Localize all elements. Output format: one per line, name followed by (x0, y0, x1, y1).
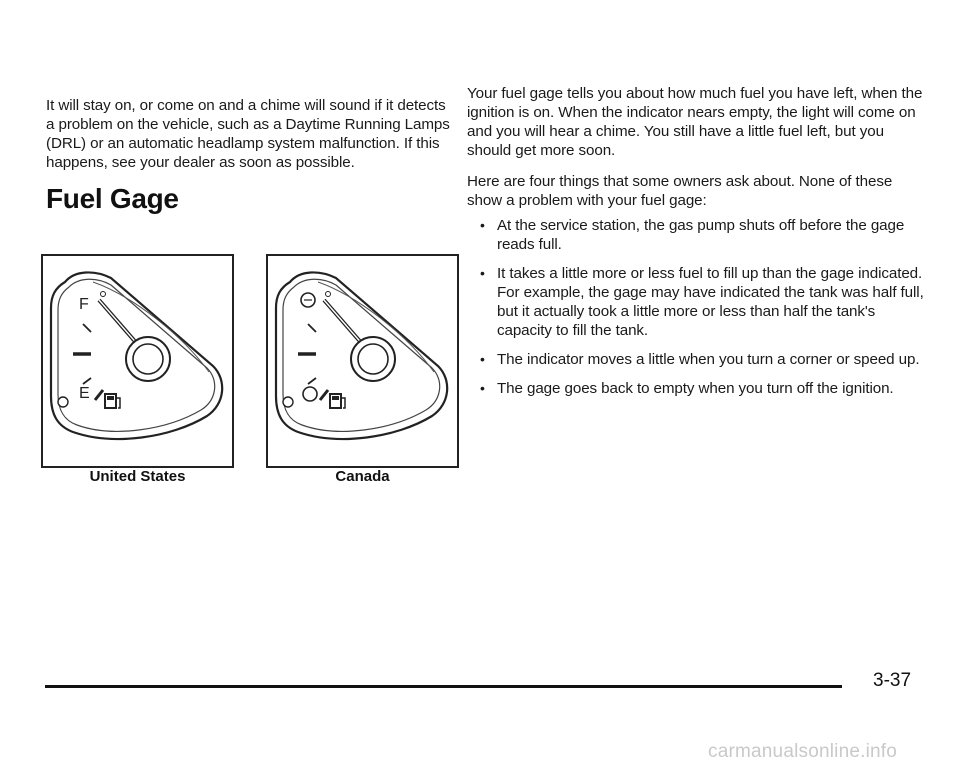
fuel-gauge-us-illustration (43, 256, 232, 466)
fuel-gauge-canada-illustration (268, 256, 457, 466)
caption-united-states: United States (89, 468, 186, 485)
intro-paragraph: It will stay on, or come on and a chime will sound if it detects a problem on the vehicle, such as a Daytime Running Lamps (DRL) or an automatic headlamp system malfunction. If this happens, see your dealer as soon as possible. (46, 97, 450, 171)
page-number: 3-37 (873, 670, 912, 691)
watermark: carmanualsonline.info (708, 741, 898, 762)
bullet-icon: • (480, 217, 485, 233)
gauge-figure-canada (266, 254, 459, 468)
gauge-figure-us (41, 254, 234, 468)
bullet-list (467, 216, 929, 398)
right-column (467, 84, 929, 408)
list-item: • It takes a little more or less fuel to fill up than the gage indicated. For example, the gage may have indicated the tank was half full, but it actually took a little more or less than half the tank's capacity to fill the tank. (480, 265, 924, 339)
section-heading: Fuel Gage (46, 183, 179, 214)
caption-canada: Canada (335, 468, 390, 485)
fuel-gage-description: Your fuel gage tells you about how much fuel you have left, when the ignition is on. When the indicator nears empty, the light will come on and you will hear a chime. You still have a little fuel left, but you should get more soon. (467, 85, 923, 159)
bullet-icon: • (480, 380, 485, 396)
list-item: • The gage goes back to empty when you turn off the ignition. (480, 380, 894, 397)
bullet-icon: • (480, 351, 485, 367)
left-column (46, 96, 456, 216)
list-item: • The indicator moves a little when you turn a corner or speed up. (480, 351, 920, 368)
bullet-icon: • (480, 265, 485, 281)
list-item: • At the service station, the gas pump shuts off before the gage reads full. (480, 217, 905, 253)
footer-rule (45, 685, 842, 688)
empty-label: E (79, 385, 90, 402)
owner-questions-intro: Here are four things that some owners ask about. None of these show a problem with your fuel gage: (467, 173, 893, 209)
full-label: F (79, 296, 89, 313)
empty-symbol-icon (303, 387, 317, 401)
